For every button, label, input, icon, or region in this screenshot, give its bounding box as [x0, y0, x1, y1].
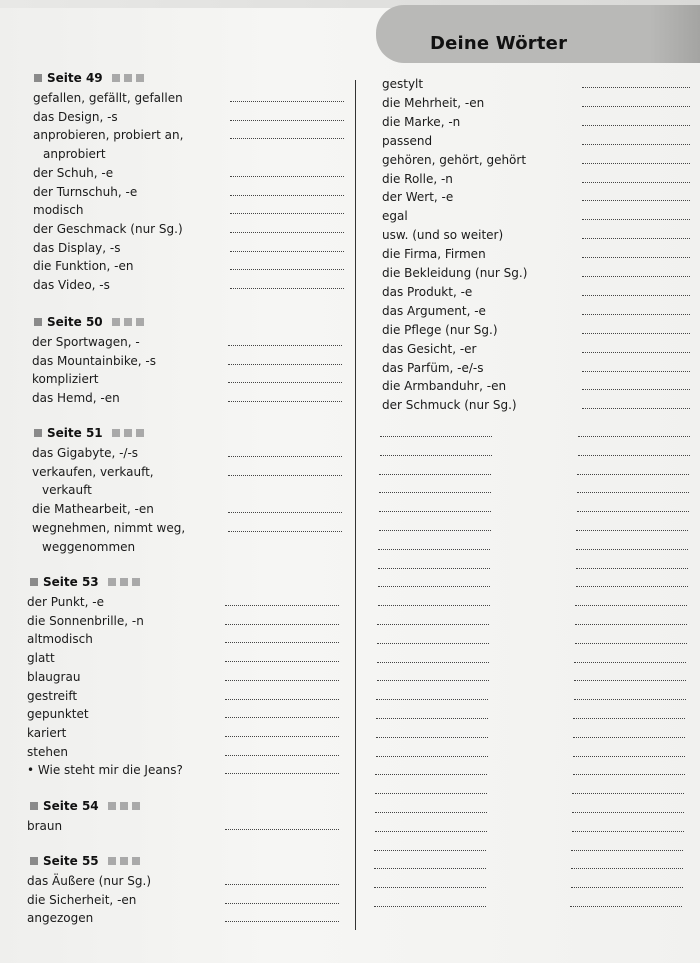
square-decoration-icon — [108, 857, 116, 865]
answer-line[interactable] — [230, 213, 344, 214]
square-decoration-icon — [112, 74, 120, 82]
answer-line[interactable] — [230, 101, 344, 102]
empty-word-line[interactable] — [379, 474, 491, 475]
vocab-entry — [382, 340, 682, 358]
answer-line[interactable] — [228, 531, 342, 532]
vocab-word: gefallen, gefällt, gefallen — [33, 91, 183, 105]
vocab-word: die Pflege (nur Sg.) — [382, 322, 498, 337]
section-title: Seite 51 — [47, 426, 103, 440]
vocab-word: die Marke, -n — [382, 114, 461, 129]
vocab-word: die Sicherheit, -en — [27, 892, 137, 907]
vocab-entry — [382, 283, 682, 301]
vocab-entry — [32, 370, 362, 388]
empty-word-line[interactable] — [377, 680, 489, 681]
vocab-entry — [32, 333, 362, 351]
vocab-entry — [33, 201, 363, 219]
answer-line[interactable] — [225, 642, 339, 643]
answer-line[interactable] — [228, 364, 342, 365]
answer-line[interactable] — [230, 269, 344, 270]
answer-line[interactable] — [582, 106, 690, 107]
empty-word-line[interactable] — [378, 586, 490, 587]
vocab-word: das Hemd, -en — [32, 391, 120, 406]
vocab-entry — [27, 630, 357, 648]
vocab-entry — [382, 94, 682, 112]
empty-word-line[interactable] — [377, 624, 489, 625]
answer-line[interactable] — [582, 125, 690, 126]
empty-answer-line[interactable] — [573, 737, 685, 738]
section-header — [34, 314, 144, 330]
answer-line[interactable] — [225, 829, 339, 830]
empty-word-line[interactable] — [380, 436, 492, 437]
square-decoration-icon — [132, 857, 140, 865]
empty-answer-line[interactable] — [578, 455, 690, 456]
answer-line[interactable] — [225, 921, 339, 922]
answer-line[interactable] — [582, 333, 690, 334]
vocab-word: kompliziert — [32, 372, 99, 387]
vocab-entry — [382, 226, 682, 244]
answer-line[interactable] — [582, 144, 690, 145]
vocab-entry — [33, 89, 363, 107]
empty-answer-line[interactable] — [576, 549, 688, 550]
square-decoration-icon — [132, 802, 140, 810]
section-title: Seite 49 — [47, 71, 103, 85]
answer-line[interactable] — [582, 238, 690, 239]
answer-line[interactable] — [582, 371, 690, 372]
vocab-entry — [382, 170, 682, 188]
answer-line[interactable] — [228, 382, 342, 383]
answer-line[interactable] — [225, 884, 339, 885]
empty-word-line[interactable] — [377, 662, 489, 663]
vocab-entry — [382, 151, 682, 169]
vocab-entry — [33, 220, 363, 238]
empty-answer-line[interactable] — [572, 812, 684, 813]
vocab-word: stehen — [27, 744, 68, 759]
answer-line[interactable] — [582, 257, 690, 258]
square-decoration-icon — [112, 318, 120, 326]
empty-word-line[interactable] — [379, 530, 491, 531]
square-decoration-icon — [120, 578, 128, 586]
vocab-entry — [27, 817, 357, 835]
vocab-entry — [382, 207, 682, 225]
answer-line[interactable] — [582, 295, 690, 296]
vocab-entry — [382, 321, 682, 339]
empty-word-line[interactable] — [374, 850, 486, 851]
square-decoration-icon — [124, 318, 132, 326]
vocab-word: die Armbanduhr, -en — [382, 379, 507, 394]
answer-line[interactable] — [582, 408, 690, 409]
vocab-entry — [382, 132, 682, 150]
empty-word-line[interactable] — [376, 699, 488, 700]
vocab-word: modisch — [33, 203, 84, 218]
vocab-entry — [27, 668, 357, 686]
empty-answer-line[interactable] — [576, 586, 688, 587]
square-bullet-icon — [30, 857, 38, 865]
section-header — [34, 425, 144, 441]
square-bullet-icon — [30, 802, 38, 810]
vocab-entry — [382, 396, 682, 414]
vocab-entry — [33, 257, 363, 275]
empty-answer-line[interactable] — [574, 680, 686, 681]
square-decoration-icon — [120, 857, 128, 865]
vocab-word: gestylt — [382, 77, 424, 91]
square-bullet-icon — [30, 578, 38, 586]
vocab-entry — [27, 724, 357, 742]
vocab-word: das Gesicht, -er — [382, 341, 477, 356]
answer-line[interactable] — [582, 200, 690, 201]
section-header — [34, 70, 144, 86]
empty-word-line[interactable] — [377, 643, 489, 644]
answer-line[interactable] — [582, 163, 690, 164]
vocab-entry — [43, 145, 373, 163]
vocab-word: das Argument, -e — [382, 303, 486, 318]
vocab-word: die Funktion, -en — [33, 259, 134, 274]
vocab-word: gepunktet — [27, 707, 89, 722]
empty-word-line[interactable] — [376, 756, 488, 757]
section-title: Seite 55 — [43, 854, 99, 868]
vocab-word: das Display, -s — [33, 240, 121, 255]
section-header — [30, 853, 140, 869]
vocab-word: die Rolle, -n — [382, 171, 453, 186]
vocab-word: passend — [382, 133, 433, 148]
empty-answer-line[interactable] — [577, 511, 689, 512]
vocab-entry — [32, 463, 362, 481]
vocab-word: anprobiert — [43, 147, 106, 162]
answer-line[interactable] — [230, 288, 344, 289]
answer-line[interactable] — [225, 736, 339, 737]
vocab-entry — [382, 377, 682, 395]
square-decoration-icon — [132, 578, 140, 586]
vocab-word: der Sportwagen, - — [32, 335, 140, 349]
answer-line[interactable] — [582, 314, 690, 315]
vocab-entry — [382, 188, 682, 206]
vocab-entry — [27, 612, 357, 630]
answer-line[interactable] — [225, 680, 339, 681]
vocab-entry — [33, 164, 363, 182]
vocab-entry — [382, 264, 682, 282]
vocab-word: die Bekleidung (nur Sg.) — [382, 266, 528, 280]
square-decoration-icon — [136, 74, 144, 82]
square-decoration-icon — [124, 74, 132, 82]
vocab-word: der Punkt, -e — [27, 595, 104, 609]
answer-line[interactable] — [230, 176, 344, 177]
answer-line[interactable] — [228, 512, 342, 513]
empty-answer-line[interactable] — [570, 906, 682, 907]
vocab-entry — [42, 538, 372, 556]
vocab-word: weggenommen — [42, 539, 136, 554]
vocab-entry — [33, 276, 363, 294]
vocab-word: • Wie steht mir die Jeans? — [27, 763, 183, 778]
answer-line[interactable] — [225, 773, 339, 774]
vocab-entry — [382, 302, 682, 320]
vocab-entry — [33, 239, 363, 257]
answer-line[interactable] — [228, 475, 342, 476]
section-header — [30, 574, 140, 590]
square-decoration-icon — [112, 429, 120, 437]
answer-line[interactable] — [230, 251, 344, 252]
vocab-word: die Mehrheit, -en — [382, 95, 485, 110]
vocab-word: die Firma, Firmen — [382, 247, 486, 262]
section-title: Seite 50 — [47, 315, 103, 329]
square-bullet-icon — [34, 318, 42, 326]
vocab-word: verkaufen, verkauft, — [32, 464, 154, 479]
vocab-word: glatt — [27, 651, 55, 666]
empty-answer-line[interactable] — [577, 492, 689, 493]
answer-line[interactable] — [582, 276, 690, 277]
vocab-word: kariert — [27, 725, 67, 740]
vocab-word: die Sonnenbrille, -n — [27, 613, 144, 628]
empty-word-line[interactable] — [375, 812, 487, 813]
vocab-entry — [27, 593, 357, 611]
vocab-entry — [382, 359, 682, 377]
vocab-word: das Parfüm, -e/-s — [382, 360, 484, 375]
answer-line[interactable] — [225, 755, 339, 756]
answer-line[interactable] — [582, 182, 690, 183]
empty-answer-line[interactable] — [572, 793, 684, 794]
empty-word-line[interactable] — [378, 568, 490, 569]
vocab-word: der Turnschuh, -e — [33, 184, 138, 199]
vocab-entry — [382, 75, 682, 93]
empty-word-line[interactable] — [375, 793, 487, 794]
section-header — [30, 798, 140, 814]
vocab-word: der Wert, -e — [382, 190, 454, 205]
empty-word-line[interactable] — [375, 774, 487, 775]
vocab-entry — [42, 481, 372, 499]
empty-answer-line[interactable] — [578, 436, 690, 437]
vocab-word: das Mountainbike, -s — [32, 353, 157, 368]
answer-line[interactable] — [230, 138, 344, 139]
answer-line[interactable] — [228, 345, 342, 346]
empty-word-line[interactable] — [378, 605, 490, 606]
empty-answer-line[interactable] — [575, 605, 687, 606]
answer-line[interactable] — [228, 401, 342, 402]
answer-line[interactable] — [582, 87, 690, 88]
empty-answer-line[interactable] — [572, 831, 684, 832]
vocab-entry — [382, 245, 682, 263]
vocab-word: blaugrau — [27, 669, 81, 684]
empty-word-line[interactable] — [376, 718, 488, 719]
empty-word-line[interactable] — [375, 831, 487, 832]
vocab-entry — [33, 183, 363, 201]
vocab-entry — [27, 909, 357, 927]
square-bullet-icon — [34, 429, 42, 437]
empty-word-line[interactable] — [378, 549, 490, 550]
empty-answer-line[interactable] — [571, 868, 683, 869]
vocab-word: verkauft — [42, 483, 92, 498]
vocab-word: usw. (und so weiter) — [382, 228, 504, 243]
vocab-word: der Schmuck (nur Sg.) — [382, 398, 517, 413]
vocab-word: der Schuh, -e — [33, 165, 114, 180]
answer-line[interactable] — [225, 661, 339, 662]
vocab-entry — [32, 389, 362, 407]
vocab-word: das Äußere (nur Sg.) — [27, 874, 152, 888]
empty-answer-line[interactable] — [575, 624, 687, 625]
vocab-entry — [27, 872, 357, 890]
vocab-entry — [382, 113, 682, 131]
empty-word-line[interactable] — [379, 511, 491, 512]
empty-answer-line[interactable] — [575, 643, 687, 644]
vocab-word: gehören, gehört, gehört — [382, 152, 527, 167]
vocab-word: wegnehmen, nimmt weg, — [32, 520, 186, 535]
answer-line[interactable] — [582, 389, 690, 390]
vocab-word: das Gigabyte, -/-s — [32, 446, 139, 460]
vocab-word: das Produkt, -e — [382, 284, 473, 299]
empty-answer-line[interactable] — [574, 699, 686, 700]
vocab-entry — [32, 444, 362, 462]
vocab-word: altmodisch — [27, 632, 93, 647]
square-decoration-icon — [120, 802, 128, 810]
page-title: Deine Wörter — [430, 33, 568, 54]
empty-word-line[interactable] — [380, 455, 492, 456]
vocab-word: der Geschmack (nur Sg.) — [33, 221, 183, 236]
empty-word-line[interactable] — [374, 887, 486, 888]
empty-word-line[interactable] — [374, 868, 486, 869]
answer-line[interactable] — [582, 352, 690, 353]
answer-line[interactable] — [230, 120, 344, 121]
square-decoration-icon — [124, 429, 132, 437]
empty-word-line[interactable] — [379, 492, 491, 493]
vocab-word: braun — [27, 819, 63, 833]
answer-line[interactable] — [225, 717, 339, 718]
square-decoration-icon — [108, 802, 116, 810]
empty-word-line[interactable] — [376, 737, 488, 738]
vocab-entry — [27, 649, 357, 667]
square-bullet-icon — [34, 74, 42, 82]
square-decoration-icon — [136, 318, 144, 326]
empty-answer-line[interactable] — [576, 568, 688, 569]
vocab-word: angezogen — [27, 911, 94, 926]
vocab-entry — [33, 108, 363, 126]
answer-line[interactable] — [582, 219, 690, 220]
empty-answer-line[interactable] — [576, 530, 688, 531]
vocab-word: anprobieren, probiert an, — [33, 128, 184, 143]
vocab-word: das Video, -s — [33, 278, 110, 292]
empty-answer-line[interactable] — [573, 718, 685, 719]
answer-line[interactable] — [225, 903, 339, 904]
empty-answer-line[interactable] — [571, 850, 683, 851]
vocab-entry — [33, 126, 363, 144]
section-title: Seite 54 — [43, 799, 99, 813]
answer-line[interactable] — [228, 456, 342, 457]
vocab-entry — [32, 352, 362, 370]
empty-answer-line[interactable] — [571, 887, 683, 888]
square-decoration-icon — [108, 578, 116, 586]
answer-line[interactable] — [230, 232, 344, 233]
empty-answer-line[interactable] — [573, 774, 685, 775]
vocab-word: gestreift — [27, 688, 78, 703]
vocab-word: die Mathearbeit, -en — [32, 502, 154, 517]
vocab-entry — [27, 761, 357, 779]
vocab-entry — [32, 500, 362, 518]
vocab-entry — [27, 705, 357, 723]
vocab-word: egal — [382, 209, 408, 224]
vocab-entry — [27, 743, 357, 761]
section-title: Seite 53 — [43, 575, 99, 589]
empty-answer-line[interactable] — [573, 756, 685, 757]
empty-answer-line[interactable] — [577, 474, 689, 475]
square-decoration-icon — [136, 429, 144, 437]
empty-word-line[interactable] — [374, 906, 486, 907]
vocab-entry — [32, 519, 362, 537]
empty-answer-line[interactable] — [574, 662, 686, 663]
vocab-entry — [27, 891, 357, 909]
answer-line[interactable] — [225, 605, 339, 606]
answer-line[interactable] — [230, 195, 344, 196]
answer-line[interactable] — [225, 699, 339, 700]
answer-line[interactable] — [225, 624, 339, 625]
vocab-entry — [27, 687, 357, 705]
vocab-word: das Design, -s — [33, 109, 118, 124]
